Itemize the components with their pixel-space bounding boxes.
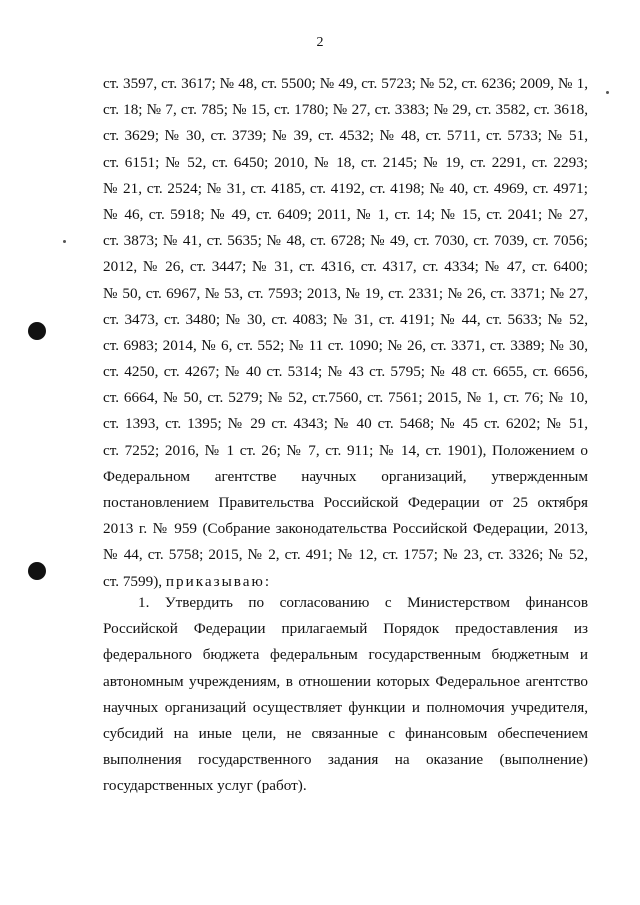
citation-line: ст. 4250, ст. 4267; № 40 ст. 5314; № 43 ст. 5795; № 48 ст. 6655, ст. 6656, bbox=[103, 363, 588, 381]
paragraph-line bbox=[103, 590, 588, 616]
citation-line: ст. 6983; 2014, № 6, ст. 552; № 11 ст. 1090; № 26, ст. 3371, ст. 3389; № 30, bbox=[103, 336, 588, 354]
citation-line: № 44, ст. 5758; 2015, № 2, ст. 491; № 12, ст. 1757; № 23, ст. 3326; № 52, bbox=[103, 546, 588, 564]
paragraph-last-line: государственных услуг (работ). bbox=[103, 777, 307, 795]
citation-line: № 21, ст. 2524; № 31, ст. 4185, ст. 4192, ст. 4198; № 40, ст. 4969, ст. 4971; bbox=[103, 179, 588, 197]
citation-end: ст. 7599), bbox=[103, 572, 163, 590]
paragraph-line: Российской Федерации прилагаемый Порядок предоставления из bbox=[103, 620, 588, 638]
paragraph-line: выполнения государственного задания на оказание (выполнение) bbox=[103, 751, 588, 769]
citation-line: ст. 3873; № 41, ст. 5635; № 48, ст. 6728; № 49, ст. 7030, ст. 7039, ст. 7056; bbox=[103, 232, 588, 250]
paragraph-line: научных организаций осуществляет функции и полномочия учредителя, bbox=[103, 698, 588, 716]
scan-speck bbox=[606, 91, 609, 94]
page-number: 2 bbox=[316, 35, 324, 50]
order-word: приказываю: bbox=[165, 572, 272, 590]
paragraph-line: федерального бюджета федеральным государственным бюджетным и bbox=[103, 646, 588, 664]
citation-line: № 46, ст. 5918; № 49, ст. 6409; 2011, № 1, ст. 14; № 15, ст. 2041; № 27, bbox=[103, 205, 588, 223]
binder-hole-bottom bbox=[28, 562, 46, 580]
citation-line: ст. 7252; 2016, № 1 ст. 26; № 7, ст. 911; № 14, ст. 1901), Положением о bbox=[103, 441, 588, 459]
citation-line: ст. 3629; № 30, ст. 3739; № 39, ст. 4532; № 48, ст. 5711, ст. 5733; № 51, bbox=[103, 127, 588, 145]
citation-line: ст. 18; № 7, ст. 785; № 15, ст. 1780; № 27, ст. 3383; № 29, ст. 3582, ст. 3618, bbox=[103, 101, 588, 119]
citation-line: ст. 1393, ст. 1395; № 29 ст. 4343; № 40 ст. 5468; № 45 ст. 6202; № 51, bbox=[103, 415, 588, 433]
citation-line: постановлением Правительства Российской Федерации от 25 октября bbox=[103, 494, 588, 511]
citation-line: Федеральном агентстве научных организаций, утвержденным bbox=[103, 467, 588, 485]
scan-speck bbox=[63, 240, 66, 243]
paragraph-line: автономным учреждениям, в отношении которых Федеральное агентство bbox=[103, 672, 588, 690]
binder-hole-top bbox=[28, 322, 46, 340]
citation-line: № 50, ст. 6967, № 53, ст. 7593; 2013, № 19, ст. 2331; № 26, ст. 3371; № 27, bbox=[103, 284, 588, 302]
citation-line: 2013 г. № 959 (Собрание законодательства Российской Федерации, 2013, bbox=[103, 520, 588, 538]
paragraph-line-text: 1. Утвердить по согласованию с Министерством финансов bbox=[138, 594, 588, 611]
citation-line: ст. 3597, ст. 3617; № 48, ст. 5500; № 49, ст. 5723; № 52, ст. 6236; 2009, № 1, bbox=[103, 75, 588, 92]
citation-line: 2012, № 26, ст. 3447; № 31, ст. 4316, ст. 4317, ст. 4334; № 47, ст. 6400; bbox=[103, 258, 588, 276]
citation-line: ст. 6151; № 52, ст. 6450; 2010, № 18, ст. 2145; № 19, ст. 2291, ст. 2293; bbox=[103, 153, 588, 171]
citation-line: ст. 6664, № 50, ст. 5279; № 52, ст.7560, ст. 7561; 2015, № 1, ст. 76; № 10, bbox=[103, 389, 588, 407]
citation-line: ст. 3473, ст. 3480; № 30, ст. 4083; № 31, ст. 4191; № 44, ст. 5633; № 52, bbox=[103, 310, 588, 328]
paragraph-line: субсидий на иные цели, не связанные с финансовым обеспечением bbox=[103, 724, 588, 742]
citation-block bbox=[103, 71, 588, 595]
paragraph-1 bbox=[103, 590, 588, 800]
